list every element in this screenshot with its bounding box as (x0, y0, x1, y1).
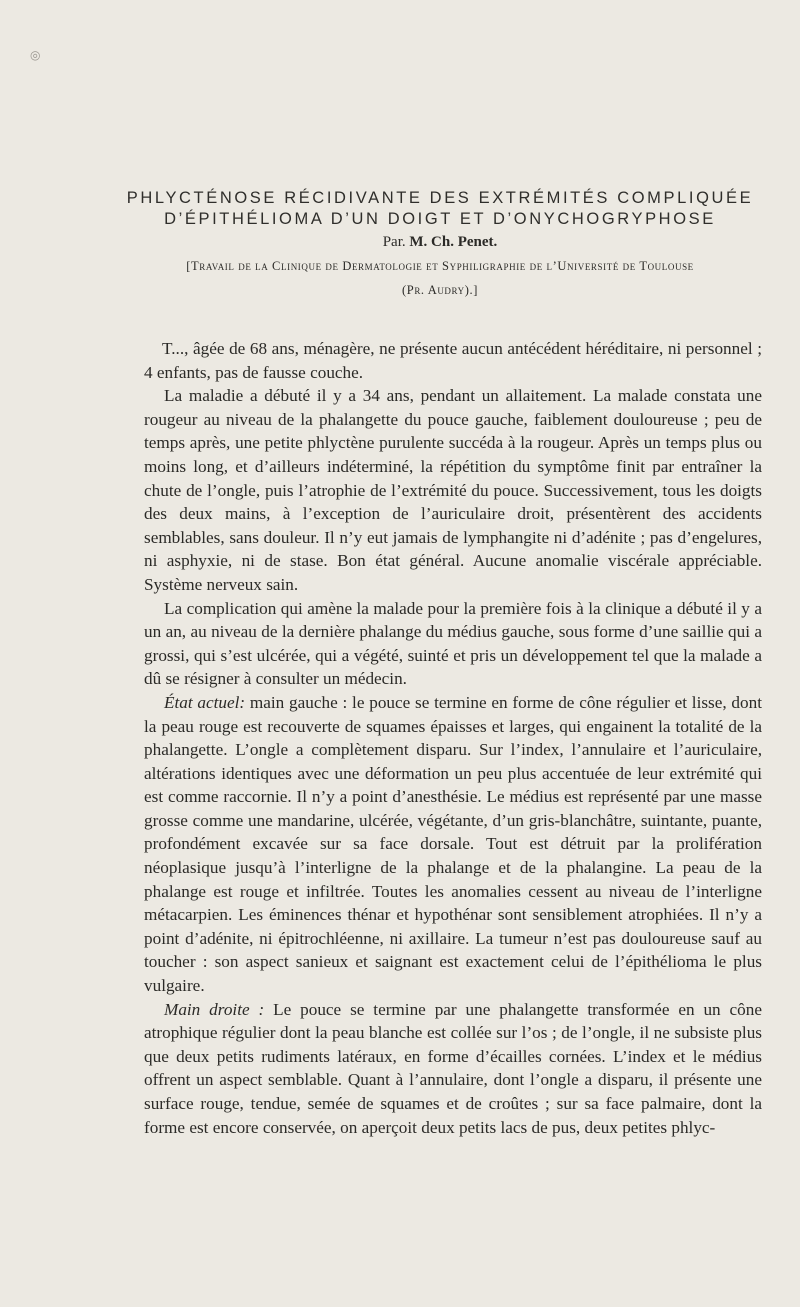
article-body (144, 337, 762, 1139)
author-name: M. Ch. Penet. (409, 234, 498, 250)
affiliation-line-2: (Pr. Audry).] (402, 283, 478, 297)
right-hand-text: Le pouce se termine par une phalangette transformée en un cône atrophique régulier dont la peau blanche est collée sur l’os ; de l’ongle, il ne subsiste plus que deux petits rudiments latéraux, en forme d’écailles cornées. L’index et le médius offrent un aspect semblable. Quant à l’annulaire, dont l’ongle a disparu, il présente une surface rouge, tendue, semée de squames et de croûtes ; sur sa face palmaire, dont la forme est encore conservée, on aperçoit deux petits lacs de pus, deux petites phlyc- (144, 999, 762, 1137)
current-state-label: État actuel: (164, 692, 246, 712)
scan-mark-icon: ◎ (30, 48, 41, 62)
paragraph-current-state (144, 691, 762, 998)
paragraph-right-hand (144, 998, 762, 1140)
paragraph-case-intro: T..., âgée de 68 ans, ménagère, ne présente aucun antécédent héréditaire, ni personnel ; 4 enfants, pas de fausse couche. (144, 339, 762, 382)
current-state-text: main gauche : le pouce se termine en forme de cône régulier et lisse, dont la peau rouge est recouverte de squames épaisses et larges, qui engainent la totalité de la phalangette. L’ongle a complètement disparu. Sur l’index, l’annulaire et l’auriculaire, altérations identiques avec une déformation un peu plus accentuée de leur extrémité qui est comme raccornie. Il n’y a point d’anesthésie. Le médius est représenté par une masse grosse comme une mandarine, ulcérée, végétante, d’un gris-blanchâtre, suintante, puante, profondément excavée sur sa face dorsale. Tout est détruit par la prolifération néoplasique jusqu’à l’interligne de la phalange et de la phalangine. La peau de la phalange est rouge et infiltrée. Toutes les anomalies cessent au niveau de l’interligne métacarpien. Les éminences thénar et hypothénar sont sensiblement atrophiées. Il n’y a point d’adénite, ni épitrochléenne, ni axillaire. La tumeur n’est pas douloureuse sauf au toucher : son aspect sanieux et saignant est exactement celui de l’épithélioma le plus vulgaire. (144, 692, 762, 996)
article-title-line-1: PHLYCTÉNOSE RÉCIDIVANTE DES EXTRÉMITÉS COMPLIQUÉE (126, 189, 754, 207)
article-header (120, 188, 760, 300)
byline (120, 233, 760, 252)
paragraph-history: La maladie a débuté il y a 34 ans, pendant un allaitement. La malade constata une rougeur au niveau de la phalangette du pouce gauche, faiblement douloureuse ; peu de temps après, une petite phlyctène purulente succéda à la rougeur. Après un temps plus ou moins long, et d’ailleurs indéterminé, la répétition du symptôme finit par entraîner la chute de l’ongle, puis l’atrophie de l’extrémité du pouce. Successivement, tous les doigts des deux mains, à l’exception de l’auriculaire droit, présentèrent des accidents semblables, sans douleur. Il n’y eut jamais de lymphangite ni d’adénite ; pas d’engelures, ni asphyxie, ni de stase. Bon état général. Aucune anomalie viscérale appréciable. Système nerveux sain. (144, 386, 762, 594)
right-hand-label: Main droite : (164, 999, 265, 1019)
paragraph-complication: La complication qui amène la malade pour la première fois à la clinique a débuté il y a un an, au niveau de la dernière phalange du médius gauche, sous forme d’une saillie qui a grossi, qui s’est ulcérée, qui a végété, suinté et pris un développement tel que la malade a dû se résigner à consulter un médecin. (144, 598, 762, 689)
byline-prefix: Par. (382, 234, 406, 250)
affiliation-line-1: [Travail de la Clinique de Dermatologie et Syphiligraphie de l’Université de Toulouse (186, 259, 694, 273)
article-title-line-2: D’ÉPITHÉLIOMA D’UN DOIGT ET D’ONYCHOGRYPHOSE (164, 210, 716, 228)
